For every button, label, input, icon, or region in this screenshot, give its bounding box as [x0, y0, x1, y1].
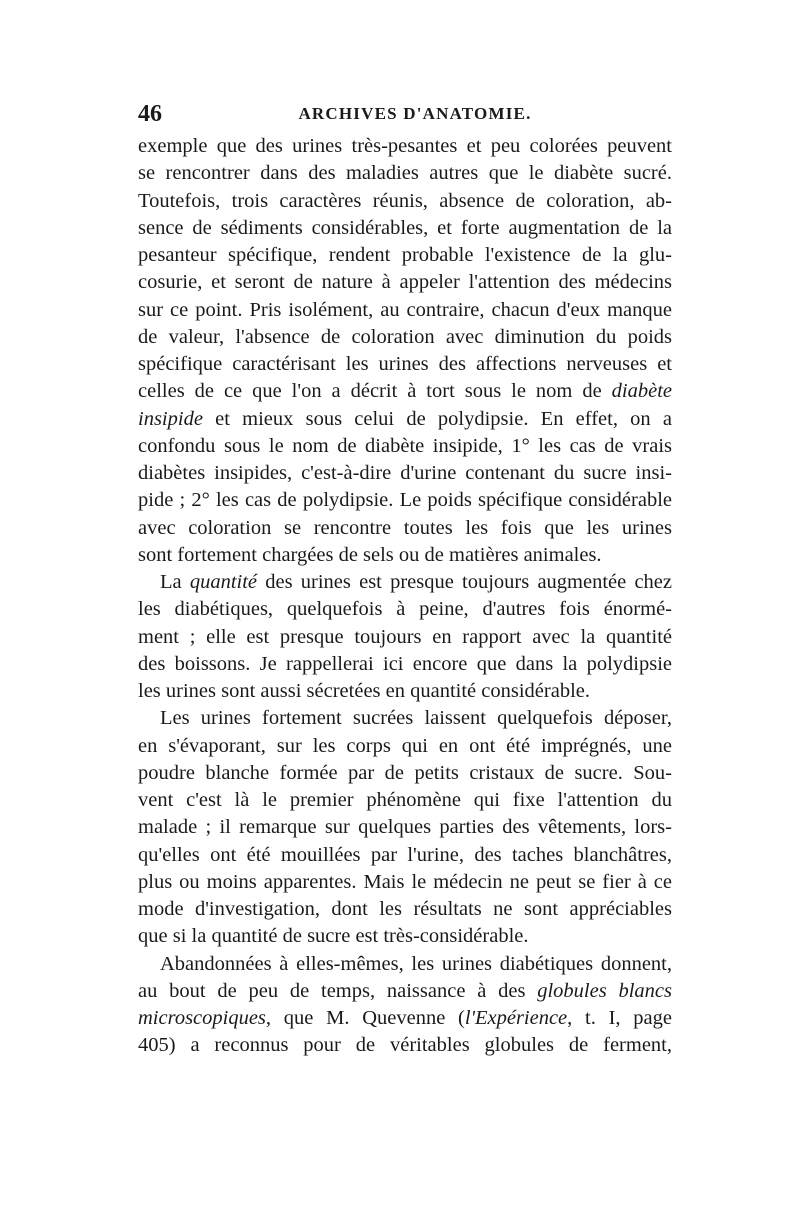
- text-segment: confondu sous le nom de diabète insipide, 1° les cas de vrais: [138, 434, 672, 457]
- text-line: [138, 951, 672, 978]
- text-segment: que si la quantité de sucre est très-considérable.: [138, 925, 529, 948]
- text-line: [138, 160, 672, 187]
- text-segment: des urines est presque toujours augmentée chez: [257, 571, 673, 593]
- text-segment: , t. I, page: [567, 1007, 672, 1029]
- text-line: [138, 787, 672, 814]
- text-segment: exemple que des urines très-pesantes et peu colorées peuvent: [138, 135, 672, 157]
- text-segment: sont fortement chargées de sels ou de matières animales.: [138, 543, 602, 566]
- text-segment: Toutefois, trois caractères réunis, absence de coloration, ab-: [138, 189, 672, 212]
- text-segment: diabètes insipides, c'est-à-dire d'urine contenant du sucre insi-: [138, 462, 672, 484]
- text-segment: mode d'investigation, dont les résultats ne sont appréciables: [138, 898, 672, 920]
- text-segment: ment ; elle est presque toujours en rapport avec la quantité: [138, 625, 672, 648]
- text-line: [138, 378, 672, 405]
- text-segment: qu'elles ont été mouillées par l'urine, des taches blanchâtres,: [138, 843, 672, 866]
- text-line: [138, 351, 672, 378]
- italic-text: microscopiques: [138, 1007, 266, 1029]
- text-line: [138, 1032, 672, 1059]
- text-line: [138, 133, 672, 160]
- text-segment: Abandonnées à elles-mêmes, les urines diabétiques donnent,: [160, 952, 672, 975]
- text-segment: pide ; 2° les cas de polydipsie. Le poids spécifique considérable: [138, 489, 672, 512]
- text-segment: se rencontrer dans des maladies autres que le diabète sucré.: [138, 162, 672, 185]
- italic-text: quantité: [189, 571, 258, 593]
- running-title: ARCHIVES D'ANATOMIE.: [298, 104, 532, 123]
- text-line: [138, 624, 672, 651]
- text-line: [138, 705, 672, 732]
- text-line: [138, 297, 672, 324]
- text-line: [138, 842, 672, 869]
- italic-text: insipide: [138, 407, 203, 430]
- text-segment: celles de ce que l'on a décrit à tort sous le nom de: [138, 380, 612, 403]
- text-segment: les urines sont aussi sécretées en quantité considérable.: [138, 680, 590, 702]
- text-line: [138, 433, 672, 460]
- text-segment: plus ou moins apparentes. Mais le médecin ne peut se fier à ce: [138, 870, 672, 893]
- text-segment: spécifique caractérisant les urines des affections nerveuses et: [138, 353, 672, 375]
- text-line: [138, 733, 672, 760]
- italic-text: globules blancs: [537, 979, 672, 1002]
- body-text: [138, 133, 672, 1060]
- italic-text: l'Expérience: [464, 1007, 568, 1029]
- text-line: [138, 651, 672, 678]
- text-segment: des boissons. Je rappellerai ici encore que dans la polydipsie: [138, 652, 672, 675]
- text-segment: poudre blanche formée par de petits cristaux de sucre. Sou-: [138, 761, 672, 784]
- text-line: [138, 923, 672, 950]
- page-number: 46: [138, 101, 162, 127]
- text-line: [138, 569, 672, 596]
- text-segment: de valeur, l'absence de coloration avec diminution du poids: [138, 325, 672, 348]
- text-segment: sur ce point. Pris isolément, au contraire, chacun d'eux manque: [138, 298, 672, 321]
- text-line: [138, 678, 672, 705]
- running-head: [138, 97, 672, 131]
- text-line: [138, 215, 672, 242]
- text-segment: les diabétiques, quelquefois à peine, d'autres fois énormé-: [138, 598, 672, 621]
- text-segment: malade ; il remarque sur quelques parties des vêtements, lors-: [138, 816, 672, 839]
- text-line: [138, 760, 672, 787]
- text-segment: Les urines fortement sucrées laissent quelquefois déposer,: [160, 707, 672, 730]
- text-line: [138, 896, 672, 923]
- text-line: [138, 487, 672, 514]
- text-line: [138, 269, 672, 296]
- text-line: [138, 188, 672, 215]
- text-segment: cosurie, et seront de nature à appeler l'attention des médecins: [138, 271, 672, 294]
- text-line: [138, 1005, 672, 1032]
- text-segment: au bout de peu de temps, naissance à des: [138, 979, 538, 1002]
- text-line: [138, 460, 672, 487]
- text-line: [138, 515, 672, 542]
- text-line: [138, 542, 672, 569]
- text-segment: vent c'est là le premier phénomène qui fixe l'attention du: [138, 789, 672, 811]
- text-line: [138, 242, 672, 269]
- text-segment: pesanteur spécifique, rendent probable l'existence de la glu-: [138, 244, 672, 266]
- text-segment: 405) a reconnus pour de véritables globules de ferment,: [138, 1034, 672, 1057]
- text-line: [138, 324, 672, 351]
- text-line: [138, 406, 672, 433]
- italic-text: diabète: [611, 380, 672, 403]
- text-segment: sence de sédiments considérables, et forte augmentation de la: [138, 216, 672, 239]
- text-segment: avec coloration se rencontre toutes les fois que les urines: [138, 516, 672, 539]
- text-segment: , que M. Quevenne (: [265, 1007, 465, 1029]
- text-segment: et mieux sous celui de polydipsie. En effet, on a: [202, 407, 672, 430]
- text-line: [138, 978, 672, 1005]
- text-line: [138, 596, 672, 623]
- text-line: [138, 814, 672, 841]
- text-line: [138, 869, 672, 896]
- text-segment: en s'évaporant, sur les corps qui en ont été imprégnés, une: [138, 734, 672, 757]
- text-segment: La: [160, 571, 190, 593]
